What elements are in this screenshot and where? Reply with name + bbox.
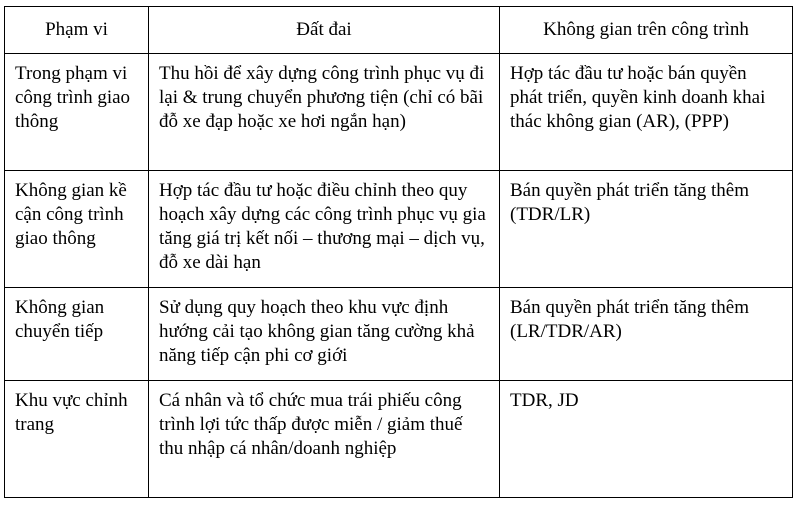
cell-scope: Khu vực chỉnh trang bbox=[5, 381, 149, 498]
cell-space: Bán quyền phát triển tăng thêm (TDR/LR) bbox=[500, 171, 793, 288]
cell-land: Thu hồi để xây dựng công trình phục vụ đi lại & trung chuyển phương tiện (chỉ có bãi đỗ xe đạp hoặc xe hơi ngắn hạn) bbox=[149, 54, 500, 171]
cell-scope: Trong phạm vi công trình giao thông bbox=[5, 54, 149, 171]
table-row bbox=[5, 381, 793, 498]
cell-scope: Không gian kề cận công trình giao thông bbox=[5, 171, 149, 288]
table-header-row bbox=[5, 7, 793, 54]
cell-space: Bán quyền phát triển tăng thêm (LR/TDR/AR) bbox=[500, 288, 793, 381]
cell-land: Sử dụng quy hoạch theo khu vực định hướng cải tạo không gian tăng cường khả năng tiếp cận phi cơ giới bbox=[149, 288, 500, 381]
land-space-policy-table bbox=[4, 6, 793, 498]
header-space: Không gian trên công trình bbox=[500, 7, 793, 54]
cell-land: Hợp tác đầu tư hoặc điều chỉnh theo quy hoạch xây dựng các công trình phục vụ gia tăng giá trị kết nối – thương mại – dịch vụ, đỗ xe dài hạn bbox=[149, 171, 500, 288]
cell-scope: Không gian chuyển tiếp bbox=[5, 288, 149, 381]
cell-space: Hợp tác đầu tư hoặc bán quyền phát triển, quyền kinh doanh khai thác không gian (AR), (PPP) bbox=[500, 54, 793, 171]
table-row bbox=[5, 171, 793, 288]
header-land: Đất đai bbox=[149, 7, 500, 54]
table-row bbox=[5, 54, 793, 171]
table-row bbox=[5, 288, 793, 381]
cell-land: Cá nhân và tổ chức mua trái phiếu công trình lợi tức thấp được miễn / giảm thuế thu nhập cá nhân/doanh nghiệp bbox=[149, 381, 500, 498]
cell-space: TDR, JD bbox=[500, 381, 793, 498]
header-scope: Phạm vi bbox=[5, 7, 149, 54]
